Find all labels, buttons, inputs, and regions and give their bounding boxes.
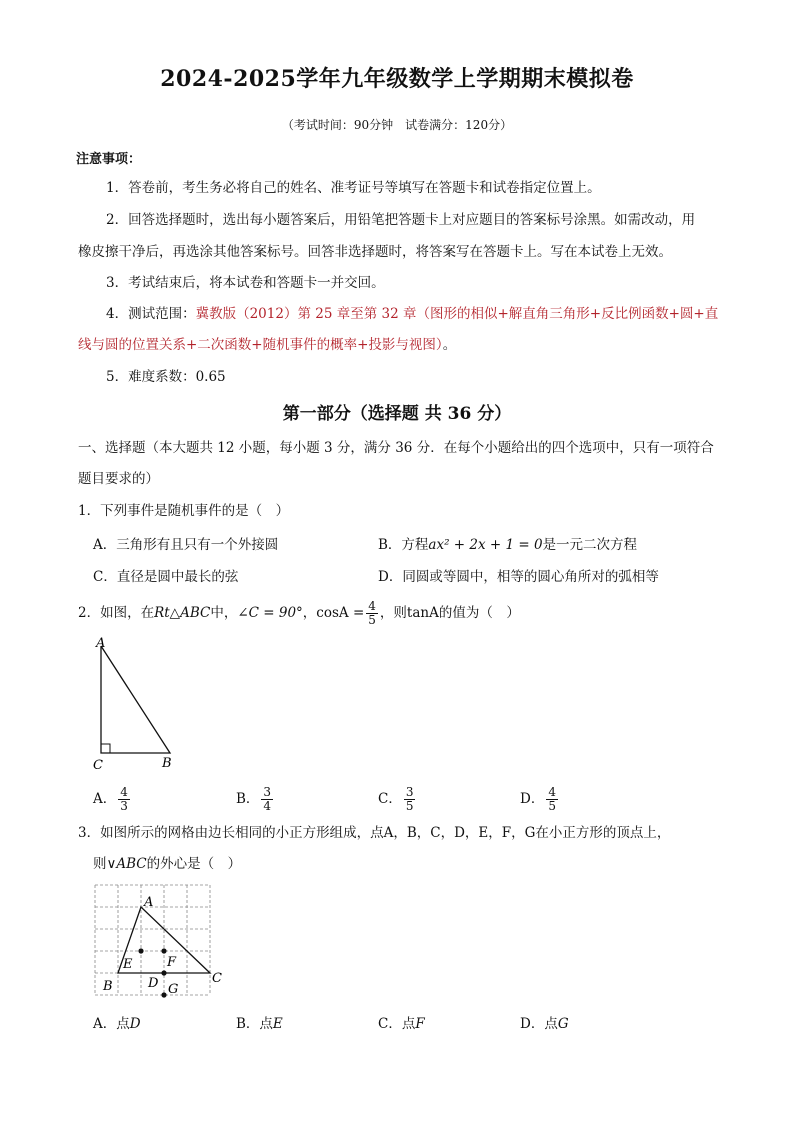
- q3-label-b: B: [103, 979, 113, 994]
- q3-option-d[interactable]: D．点G: [520, 1016, 569, 1032]
- notice-heading: 注意事项：: [76, 152, 142, 167]
- q2-label-b: B: [162, 756, 172, 771]
- q2-option-a[interactable]: A． $\frac{4}{3}$: [93, 785, 128, 813]
- point-e: [138, 948, 143, 953]
- point-d: [161, 970, 166, 975]
- q2-stem-mid-2: ，则: [379, 605, 407, 621]
- notice-item-1: 1．答卷前，考生务必将自己的姓名、准考证号等填写在答题卡和试卷指定位置上。: [106, 180, 601, 196]
- q1-option-b-suffix: 是一元二次方程: [542, 537, 638, 553]
- q2-stem-end: 的值为（ ）: [438, 605, 520, 621]
- q2-triangle-figure: [86, 632, 196, 774]
- q1-option-b[interactable]: [378, 533, 637, 553]
- q2-triangle: Rt△ABC: [154, 605, 211, 621]
- q2-label-c: C: [93, 758, 103, 773]
- question-3-stem-line-1: 3．如图所示的网格由边长相同的小正方形组成，点A，B，C，D，E，F，G在小正方形的顶点上，: [78, 825, 671, 841]
- q2-option-b[interactable]: B． $\frac{3}{4}$: [236, 785, 272, 813]
- notice-item-4-end: 。: [442, 337, 457, 353]
- q2-cos-fraction: $\frac{4}{5}$: [368, 599, 376, 627]
- question-3-stem-line-2: 则∨ABC的外心是（ ）: [93, 856, 242, 872]
- right-angle-mark: [101, 744, 110, 753]
- q2-label-a: A: [96, 636, 106, 651]
- q1-option-a[interactable]: A．三角形有且只有一个外接圆: [93, 537, 279, 553]
- page-title: 2024-2025学年九年级数学上学期期末模拟卷: [160, 66, 634, 92]
- notice-item-2-line-1: 2．回答选择题时，选出每小题答案后，用铅笔把答题卡上对应题目的答案标号涂黑。如需改动，用: [106, 212, 696, 228]
- q1-option-c[interactable]: C．直径是圆中最长的弦: [93, 569, 239, 585]
- exam-info: （考试时间：90分钟 试卷满分：120分）: [281, 118, 513, 132]
- q3-label-f: F: [167, 955, 177, 970]
- q1-option-d[interactable]: D．同圆或等圆中，相等的圆心角所对的弧相等: [378, 569, 659, 585]
- notice-item-3: 3．考试结束后，将本试卷和答题卡一并交回。: [106, 275, 385, 291]
- notice-item-4-line-1: [106, 304, 718, 324]
- q3-option-b[interactable]: B．点E: [236, 1016, 283, 1032]
- q1-option-b-equation: ax² + 2x + 1 = 0: [428, 537, 543, 553]
- notice-item-4-line-2: [78, 335, 456, 355]
- q3-label-a: A: [144, 895, 154, 910]
- section-title: 第一部分（选择题 共 36 分）: [282, 404, 512, 424]
- q3-label-c: C: [212, 971, 222, 986]
- section-intro-line-2: 题目要求的）: [78, 471, 159, 487]
- question-2-stem: [78, 600, 520, 627]
- q3-grid-figure: [88, 880, 238, 1004]
- q3-option-c[interactable]: C．点F: [378, 1016, 425, 1032]
- q2-angle: ∠C = 90°: [237, 605, 303, 621]
- q1-option-b-prefix: B．方程: [378, 537, 429, 553]
- test-scope-continued: 线与圆的位置关系+二次函数+随机事件的概率+投影与视图）: [78, 337, 443, 353]
- q2-cos-label: cosA =: [316, 605, 365, 621]
- q3-label-e: E: [123, 957, 133, 972]
- point-g: [161, 992, 166, 997]
- q2-option-c[interactable]: C． $\frac{3}{5}$: [378, 785, 414, 813]
- q3-label-d: D: [148, 976, 159, 991]
- q3-option-a[interactable]: A．点D: [93, 1016, 141, 1032]
- question-1-stem: 1．下列事件是随机事件的是（ ）: [78, 503, 290, 519]
- q2-stem-sep: ，: [302, 605, 317, 621]
- test-scope: 冀教版（2012）第 25 章至第 32 章（图形的相似+解直角三角形+反比例函数+圆+直: [195, 306, 719, 322]
- notice-item-4-prefix: 4．测试范围：: [106, 306, 196, 322]
- q2-stem-mid-1: 中，: [210, 605, 238, 621]
- point-f: [161, 948, 166, 953]
- q2-tan: tanA: [406, 605, 439, 621]
- q3-label-g: G: [168, 982, 179, 997]
- notice-item-2-line-2: 橡皮擦干净后，再选涂其他答案标号。回答非选择题时，将答案写在答题卡上。写在本试卷上无效。: [78, 244, 672, 260]
- notice-item-5: 5．难度系数：0.65: [106, 369, 226, 385]
- triangle-abc-outline: [101, 646, 170, 753]
- section-intro-line-1: 一、选择题（本大题共 12 小题，每小题 3 分，满分 36 分．在每个小题给出的四个选项中，只有一项符合: [78, 440, 714, 456]
- q2-stem-prefix: 2．如图，在: [78, 605, 155, 621]
- q2-option-d[interactable]: D． $\frac{4}{5}$: [520, 785, 556, 813]
- q3-triangle: ∨ABC: [106, 856, 147, 872]
